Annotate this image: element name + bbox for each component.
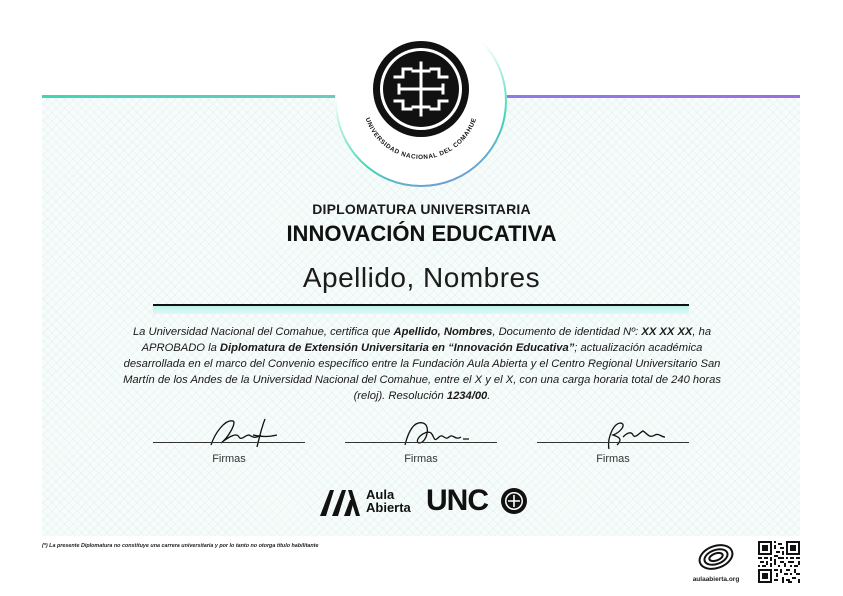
partner-logos (318, 484, 538, 520)
signature-label-1: Firmas (212, 453, 246, 465)
signature-block-3 (537, 415, 689, 465)
aula-abierta-url: aulaabierta.org (692, 576, 740, 583)
signature-2-icon (365, 415, 485, 451)
body-document-id: XX XX XX (641, 326, 693, 338)
unco-wordmark: UNC (426, 484, 488, 517)
aula-abierta-wordmark (366, 488, 411, 514)
certification-text: La Universidad Nacional del Comahue, certifica que Apellido, Nombres, Documento de identidad Nº: XX XX XX, ha APROBADO la Diplomatura de Extensión Universitaria en “Innovación Educativa”; actualización académica desarrollada en el marco del Convenio específico entre la Fundación Aula Abierta y el Centro Regional Universitario San Martín de los Andes de la Universidad Nacional del Comahue, entre el X y el X, con una carga horaria total de 240 horas (reloj). Resolución 1234/00. (123, 326, 721, 402)
signature-block-2 (345, 415, 497, 465)
university-seal (335, 15, 507, 187)
top-accent-line-left (42, 95, 342, 98)
signature-1-icon (173, 415, 293, 451)
aula-abierta-logo-icon (318, 486, 362, 518)
diploma-kicker: DIPLOMATURA UNIVERSITARIA (312, 201, 531, 217)
recipient-name: Apellido, Nombres (302, 262, 541, 293)
signature-line-1 (153, 442, 305, 443)
diploma-title: INNOVACIÓN EDUCATIVA (286, 221, 557, 246)
body-recipient-name: Apellido, Nombres (393, 326, 493, 338)
aula-wordmark-line2: Abierta (366, 500, 411, 515)
signature-line-3 (537, 442, 689, 443)
name-underline (153, 304, 689, 314)
body-resolution: 1234/00 (446, 390, 488, 402)
aula-wordmark-line1: Aula (366, 487, 395, 502)
signature-label-2: Firmas (404, 453, 438, 465)
signature-line-2 (345, 442, 497, 443)
body-program-name: Diplomatura de Extensión Universitaria en “Innovación Educativa” (219, 342, 575, 354)
seal-emblem-icon (335, 15, 507, 187)
signature-label-3: Firmas (596, 453, 630, 465)
signature-3-icon (557, 415, 677, 451)
qr-code-icon (758, 541, 800, 583)
aula-abierta-swirl-icon (696, 540, 736, 574)
signature-block-1 (153, 415, 305, 465)
footnote: (*) La presente Diplomatura no constituye una carrera universitaria y por lo tanto no otorga título habilitante (42, 543, 319, 549)
unco-seal-icon (500, 487, 528, 515)
top-accent-line-right (505, 95, 800, 98)
seal-arc-text: UNIVERSIDAD NACIONAL DEL COMAHUE (363, 116, 479, 161)
